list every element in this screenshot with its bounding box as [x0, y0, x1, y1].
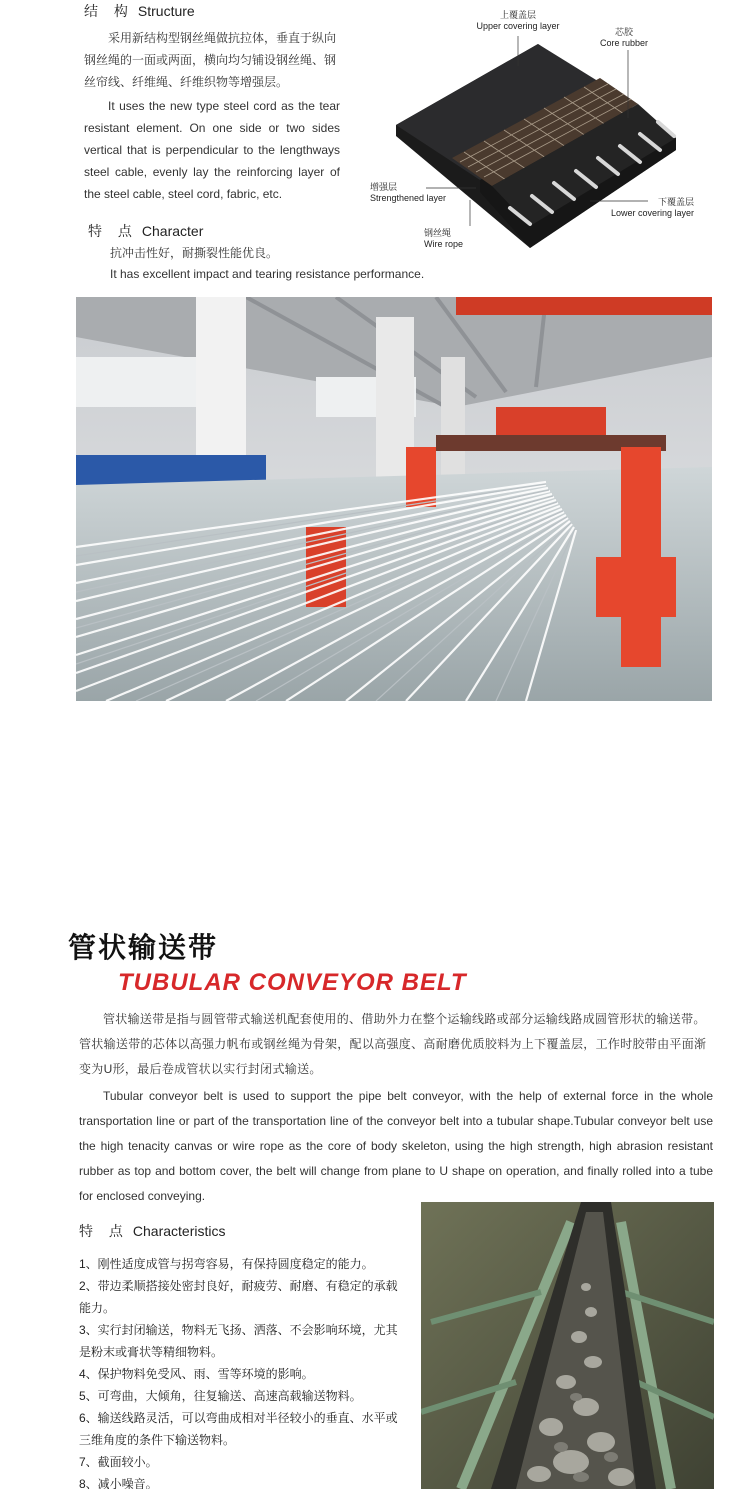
- list-item: 3、实行封闭输送，物料无飞扬、洒落、不会影响环境，尤其是粉末或膏状等精细物料。: [79, 1323, 398, 1359]
- list-item: 7、截面较小。: [79, 1455, 158, 1469]
- pipe-conveyor-photo: [421, 1202, 714, 1489]
- label-wire-rope: 钢丝绳 Wire rope: [424, 228, 464, 249]
- tubular-description: 管状输送带是指与圆管带式输送机配套使用的、借助外力在整个运输线路或部分运输线路成圆管形状的输送带。管状输送带的芯体以高强力帆布或钢丝绳为骨架，配以高强度、高耐磨优质胶料为上下覆盖层，工作时胶带由平面渐变为U形，最后卷成管状以实行封闭式输送。 Tubular conveyor belt is used to support the pipe belt conveyor, with the help of external force in the whole transportation line or part of the transportation line of the conveyor belt into a tubular shape.Tubular conveyor belt use the high tenacity canvas or wire rope as the core of body skeleton, using the high strength, high abrasion resistant rubber as top and bottom cover, the belt will change from plane to U shape on operation, and finally rolled into a tube for enclosed conveying.: [79, 1012, 713, 1203]
- list-item: 6、输送线路灵活，可以弯曲成相对半径较小的垂直、水平或三维角度的条件下输送物料。: [79, 1411, 398, 1447]
- label-lower-covering: 下覆盖层 Lower covering layer: [610, 197, 694, 218]
- list-item: 8、减小噪音。: [79, 1477, 158, 1489]
- characteristics-heading: 特 点 Characteristics: [79, 1223, 226, 1239]
- tubular-title-cn: 管状输送带: [68, 932, 219, 963]
- character-heading: 特 点 Character: [88, 223, 204, 239]
- label-core-rubber: 芯胶 Core rubber: [599, 27, 649, 48]
- characteristics-list: [79, 1253, 399, 1489]
- list-item: 1、刚性适度成管与拐弯容易，有保持圆度稳定的能力。: [79, 1257, 374, 1271]
- structure-heading: 结 构 Structure: [84, 3, 195, 19]
- list-item: 5、可弯曲，大倾角，往复输送、高速高载输送物料。: [79, 1389, 362, 1403]
- list-item: 2、带边柔顺搭接处密封良好，耐疲劳、耐磨、有稳定的承载能力。: [79, 1279, 398, 1315]
- structure-text: 采用新结构型钢丝绳做抗拉体，垂直于纵向钢丝绳的一面或两面，横向均匀铺设钢丝绳、钢丝帘线、纤维绳、纤维织物等增强层。 It uses the new type steel cord as the tear resistant element. On one side or two sides vertical that is perpendicular to the lengthways steel cable, evenly lay the reinforcing layer of the steel cable, steel cord, fabric, etc.: [84, 31, 340, 201]
- factory-production-photo: [76, 297, 712, 701]
- tubular-title-en: TUBULAR CONVEYOR BELT: [118, 969, 467, 996]
- label-upper-covering: 上覆盖层 Upper covering layer: [476, 10, 560, 31]
- character-text: 抗冲击性好，耐撕裂性能优良。 It has excellent impact and tearing resistance performance.: [110, 246, 425, 281]
- list-item: 4、保护物料免受风、雨、雪等环境的影响。: [79, 1367, 314, 1381]
- label-strengthened-layer: 增强层 Strengthened layer: [370, 182, 447, 203]
